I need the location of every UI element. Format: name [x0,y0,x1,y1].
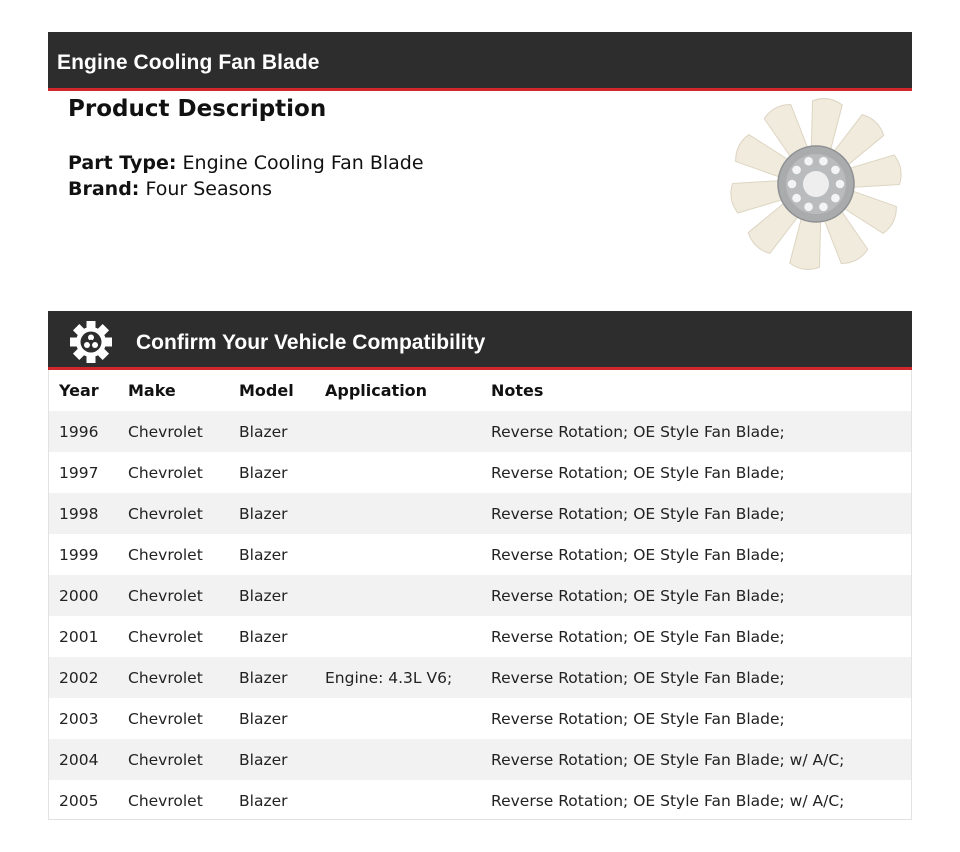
part-type-label: Part Type: [68,152,177,174]
cell-make: Chevrolet [128,791,203,810]
cell-notes: Reverse Rotation; OE Style Fan Blade; [491,627,785,646]
cell-make: Chevrolet [128,709,203,728]
table-row [49,739,911,780]
cell-notes: Reverse Rotation; OE Style Fan Blade; [491,586,785,605]
column-header-make: Make [128,381,176,400]
cell-make: Chevrolet [128,463,203,482]
cell-application [325,452,491,493]
cell-notes: Reverse Rotation; OE Style Fan Blade; [491,545,785,564]
cell-model: Blazer [239,750,288,769]
cell-make: Chevrolet [128,586,203,605]
compatibility-table [48,370,912,820]
cell-year: 1997 [59,463,99,482]
cell-year: 1996 [59,422,99,441]
column-header-year: Year [59,381,99,400]
gear-icon [69,320,113,364]
cell-year: 2005 [59,791,99,810]
cell-notes: Reverse Rotation; OE Style Fan Blade; w/ A/C; [491,750,845,769]
cell-model: Blazer [239,627,288,646]
cell-model: Blazer [239,504,288,523]
column-header-notes: Notes [491,381,544,400]
cell-notes: Reverse Rotation; OE Style Fan Blade; [491,422,785,441]
table-row [49,411,911,452]
cell-application [325,780,491,821]
cell-application [325,493,491,534]
cell-notes: Reverse Rotation; OE Style Fan Blade; [491,709,785,728]
brand-line [68,178,272,200]
section-heading: Product Description [68,96,327,122]
cell-make: Chevrolet [128,422,203,441]
cell-notes: Reverse Rotation; OE Style Fan Blade; w/ A/C; [491,791,845,810]
table-row [49,657,911,698]
table-row [49,534,911,575]
table-header-row [49,370,911,411]
cell-notes: Reverse Rotation; OE Style Fan Blade; [491,463,785,482]
cell-year: 1998 [59,504,99,523]
cell-model: Blazer [239,709,288,728]
cell-model: Blazer [239,422,288,441]
cell-application [325,575,491,616]
part-type-line [68,152,424,174]
part-type-value: Engine Cooling Fan Blade [182,152,424,174]
brand-value: Four Seasons [145,178,273,200]
table-row [49,575,911,616]
compatibility-title: Confirm Your Vehicle Compatibility [136,331,486,354]
cell-year: 2001 [59,627,99,646]
cell-make: Chevrolet [128,545,203,564]
cell-make: Chevrolet [128,750,203,769]
page-title: Engine Cooling Fan Blade [57,51,320,74]
cell-application [325,616,491,657]
column-header-model: Model [239,381,294,400]
cell-make: Chevrolet [128,504,203,523]
title-bar [48,32,912,91]
table-row [49,698,911,739]
cell-year: 2000 [59,586,99,605]
cell-application [325,534,491,575]
cell-model: Blazer [239,545,288,564]
column-header-application: Application [325,381,428,400]
table-row [49,452,911,493]
fan-blade-image [725,95,907,273]
table-row [49,493,911,534]
compatibility-bar [48,311,912,370]
cell-model: Blazer [239,791,288,810]
cell-year: 2002 [59,668,99,687]
cell-year: 1999 [59,545,99,564]
table-row [49,780,911,821]
cell-model: Blazer [239,463,288,482]
cell-model: Blazer [239,586,288,605]
cell-application [325,698,491,739]
cell-make: Chevrolet [128,627,203,646]
cell-make: Chevrolet [128,668,203,687]
cell-application [325,739,491,780]
cell-notes: Reverse Rotation; OE Style Fan Blade; [491,668,785,687]
cell-application [325,411,491,452]
cell-notes: Reverse Rotation; OE Style Fan Blade; [491,504,785,523]
cell-application: Engine: 4.3L V6; [325,668,453,687]
table-row [49,616,911,657]
brand-label: Brand: [68,178,140,200]
cell-year: 2004 [59,750,99,769]
cell-year: 2003 [59,709,99,728]
cell-model: Blazer [239,668,288,687]
